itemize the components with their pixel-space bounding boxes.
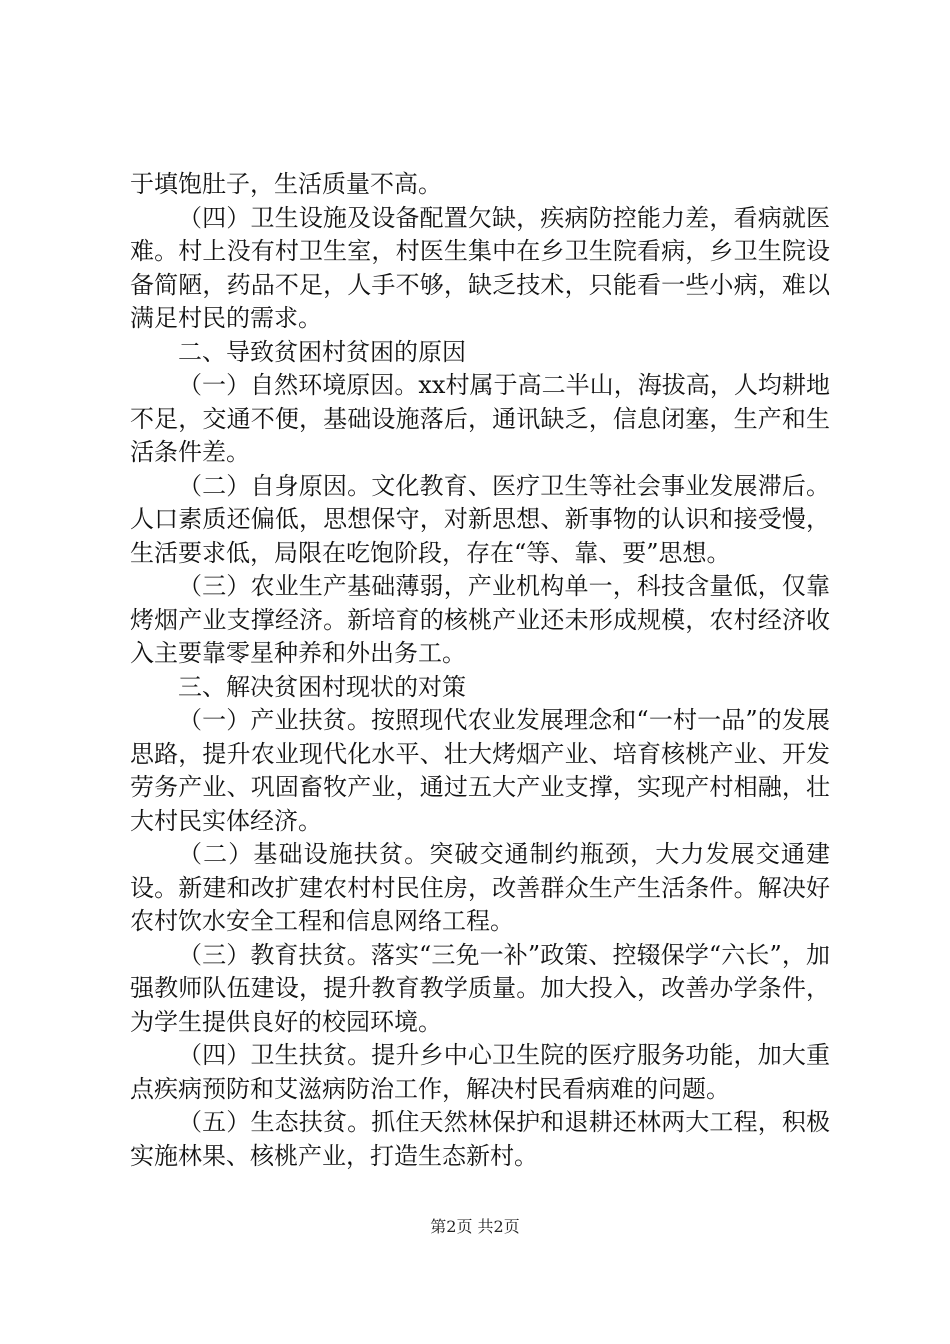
section-heading: 三、解决贫困村现状的对策 — [178, 672, 466, 701]
paragraph: （四）卫生扶贫。提升乡中心卫生院的医疗服务功能，加大重点疾病预防和艾滋病防治工作，解决村民看病难的问题。 — [130, 1041, 830, 1103]
paragraph: （二）自身原因。文化教育、医疗卫生等社会事业发展滞后。人口素质还偏低，思想保守，对新思想、新事物的认识和接受慢，生活要求低，局限在吃饱阶段，存在“等、靠、要”思想。 — [130, 471, 830, 567]
paragraph: （三）教育扶贫。落实“三免一补”政策、控辍保学“六长”，加强教师队伍建设，提升教育教学质量。加大投入，改善办学条件，为学生提供良好的校园环境。 — [130, 940, 830, 1036]
paragraph: （一）自然环境原因。xx村属于高二半山，海拔高，人均耕地不足，交通不便，基础设施落后，通讯缺乏，信息闭塞，生产和生活条件差。 — [130, 371, 830, 466]
paragraph: （一）产业扶贫。按照现代农业发展理念和“一村一品”的发展思路，提升农业现代化水平、壮大烤烟产业、培育核桃产业、开发劳务产业、巩固畜牧产业，通过五大产业支撑，实现产村相融，壮大村民实体经济。 — [130, 706, 830, 835]
paragraph: （二）基础设施扶贫。突破交通制约瓶颈，大力发展交通建设。新建和改扩建农村村民住房，改善群众生产生活条件。解决好农村饮水安全工程和信息网络工程。 — [130, 840, 830, 935]
page-footer — [0, 1216, 950, 1238]
paragraph: （三）农业生产基础薄弱，产业机构单一，科技含量低，仅靠烤烟产业支撑经济。新培育的核桃产业还未形成规模，农村经济收入主要靠零星种养和外出务工。 — [130, 572, 830, 667]
document-body — [130, 168, 830, 1173]
section-heading: 二、导致贫困村贫困的原因 — [178, 337, 466, 366]
page-number-label: 第2页 共2页 — [430, 1217, 520, 1236]
paragraph: 于填饱肚子，生活质量不高。 — [130, 170, 442, 198]
paragraph: （四）卫生设施及设备配置欠缺，疾病防控能力差，看病就医难。村上没有村卫生室，村医生集中在乡卫生院看病，乡卫生院设备简陋，药品不足，人手不够，缺乏技术，只能看一些小病，难以满足村民的需求。 — [130, 203, 830, 332]
paragraph: （五）生态扶贫。抓住天然林保护和退耕还林两大工程，积极实施林果、核桃产业，打造生态新村。 — [130, 1108, 830, 1170]
